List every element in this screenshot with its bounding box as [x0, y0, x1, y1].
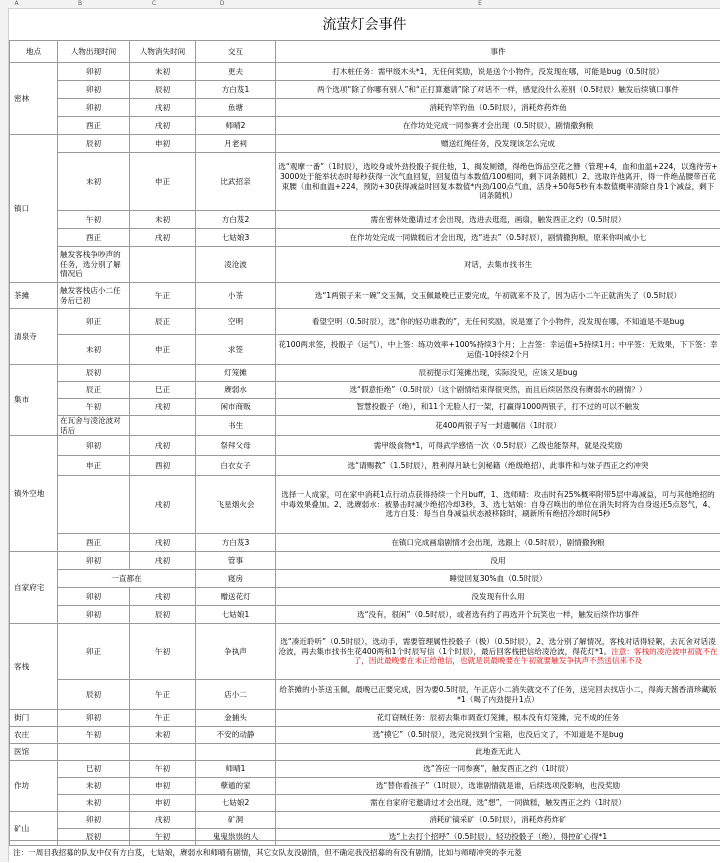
location-cell[interactable]: 作坊 — [10, 761, 58, 812]
column-letter-a[interactable]: A — [8, 0, 25, 8]
interaction-cell[interactable]: 求签 — [196, 335, 276, 365]
event-text: 需在密林处邀请过才会出现，选进去逛逛，画扇，触发酉正之约（0.5时辰） — [370, 215, 625, 224]
table-row — [10, 710, 720, 727]
table-row — [10, 399, 720, 416]
table-row — [10, 680, 720, 710]
header-event[interactable]: 事件 — [276, 41, 720, 63]
event-cell[interactable] — [276, 382, 720, 399]
event-text: 选“假意拒绝”（0.5时辰）（这个剧情结束得很突然，而且后续居然没有赓弱水的剧情？） — [349, 385, 646, 394]
disappear-time-cell[interactable]: 未初 — [130, 727, 196, 744]
appear-time-cell[interactable]: 卯初 — [58, 436, 130, 456]
location-cell[interactable]: 客栈 — [10, 624, 58, 710]
event-cell[interactable] — [276, 680, 720, 710]
appear-time-cell[interactable]: 卯初 — [58, 606, 130, 624]
appear-time-cell[interactable] — [58, 476, 130, 534]
appear-time-cell[interactable]: 卯初 — [58, 99, 130, 117]
table-row — [10, 135, 720, 153]
appear-time-cell[interactable]: 辰正 — [58, 382, 130, 399]
interaction-cell[interactable]: 鬼鬼祟祟的人 — [196, 829, 276, 846]
table-row — [10, 416, 720, 436]
interaction-cell[interactable]: 寝房 — [196, 570, 276, 588]
event-cell[interactable] — [276, 456, 720, 476]
table-row — [10, 727, 720, 744]
event-cell[interactable] — [276, 117, 720, 135]
event-text: 选“1两银子来一碗”交玉佩，交玉佩最晚已正要完成，午初就来不及了，因为店小二午正就消失了（0.5时辰） — [315, 291, 682, 300]
table-row — [10, 117, 720, 135]
disappear-time-cell[interactable]: 未初 — [130, 211, 196, 229]
table-row — [10, 761, 720, 778]
table-row — [10, 624, 720, 680]
disappear-time-cell[interactable]: 戌初 — [130, 476, 196, 534]
disappear-time-cell[interactable]: 申初 — [130, 778, 196, 795]
event-cell[interactable] — [276, 211, 720, 229]
table-row — [10, 588, 720, 606]
event-cell[interactable] — [276, 606, 720, 624]
table-row — [10, 365, 720, 382]
event-cell[interactable] — [276, 624, 720, 680]
event-text: 在作坊处完成一同参赛才会出现（0.5时辰），剧情撒狗粮 — [403, 121, 594, 130]
interaction-cell[interactable]: 七姑娘2 — [196, 795, 276, 812]
table-row — [10, 795, 720, 812]
disappear-time-cell[interactable]: 戌初 — [130, 534, 196, 552]
interaction-cell[interactable]: 闲市商贩 — [196, 399, 276, 416]
appear-time-cell[interactable]: 酉正 — [58, 229, 130, 247]
interaction-cell[interactable]: 店小二 — [196, 680, 276, 710]
appear-time-cell[interactable]: 卯初 — [58, 81, 130, 99]
interaction-cell[interactable]: 白衣女子 — [196, 456, 276, 476]
event-table — [9, 40, 720, 846]
appear-time-cell[interactable]: 卯初 — [58, 710, 130, 727]
table-row — [10, 476, 720, 534]
event-cell[interactable] — [276, 476, 720, 534]
location-cell[interactable]: 镇口 — [10, 135, 58, 283]
interaction-cell[interactable]: 更夫 — [196, 63, 276, 81]
event-text: 选“答应一同参赛”，触发酉正之约（1时辰） — [423, 764, 572, 773]
sheet-title[interactable]: 流萤灯会事件 — [9, 8, 720, 41]
event-cell[interactable] — [276, 247, 720, 283]
appear-time-cell[interactable]: 触发客栈争吵声的任务，选分别了解情况后 — [58, 247, 130, 283]
event-text: 需甲级食物*1，可得武学感悟一次（0.5时辰）乙级也能祭拜，就是没奖励 — [374, 441, 623, 450]
table-row — [10, 456, 720, 476]
event-text: 给茶摊的小茶送玉佩，最晚已正要完成，因为要0.5时辰，午正店小二消失就交不了任务，送完回去找店小二，得海天酱香清珍藏版*1（喝了内劲提升1点） — [279, 685, 716, 704]
interaction-cell[interactable]: 争执声 — [196, 624, 276, 680]
event-text: 睡觉回复30%血（0.5时辰） — [449, 574, 546, 583]
event-cell[interactable] — [276, 534, 720, 552]
event-text: 看望空明（0.5时辰），选“你的轻功谁教的”，无任何奖励，说是塞了个小物件，没发现在哪，不知道是不是bug — [312, 317, 684, 326]
event-cell[interactable] — [276, 153, 720, 211]
disappear-time-cell[interactable]: 申正 — [130, 153, 196, 211]
event-text: 选“凑近聆听”（0.5时辰），选动手，需要管理属性投骰子（极）（0.5时辰），2、选分别了解情况，客栈对话得轻絮，去瓦舍对话凌沧波，再去集市找书生花400两和1个时辰写信（1个时辰），最后回客栈把信给凌沧波，得花灯*1。 — [278, 637, 715, 656]
disappear-time-cell[interactable]: 戌初 — [130, 552, 196, 570]
event-cell[interactable] — [276, 335, 720, 365]
event-cell[interactable] — [276, 588, 720, 606]
event-cell[interactable] — [276, 710, 720, 727]
event-text: 没发现有什么用 — [471, 592, 524, 601]
table-row — [10, 570, 720, 588]
interaction-cell[interactable]: 凌沧波 — [196, 247, 276, 283]
event-text: 需在自家府宅邀请过才会出现，选“想”，一同做糕，触发酉正之约（1时辰） — [370, 798, 626, 807]
appear-time-cell[interactable]: 酉正 — [58, 117, 130, 135]
interaction-cell[interactable]: 空明 — [196, 309, 276, 335]
disappear-time-cell[interactable]: 戌初 — [130, 99, 196, 117]
event-cell[interactable] — [276, 436, 720, 456]
event-text: 消耗矿镐采矿（0.5时辰），消耗炸药炸矿 — [429, 815, 566, 824]
location-cell[interactable]: 矿山 — [10, 812, 58, 846]
event-text: 赠送红绳任务，没发现该怎么完成 — [441, 139, 555, 148]
appear-time-cell[interactable]: 未初 — [58, 778, 130, 795]
table-row — [10, 81, 720, 99]
table-row — [10, 211, 720, 229]
interaction-cell[interactable]: 金捕头 — [196, 710, 276, 727]
event-warning-text: 注意：客栈的凌沧波申初就不在了，因此最晚要在未正给他信，也就是说最晚要在午初就要触发争执声不然送信来不及 — [354, 647, 718, 666]
appear-time-cell[interactable]: 申正 — [58, 456, 130, 476]
table-row — [10, 382, 720, 399]
disappear-time-cell[interactable]: 辰初 — [130, 81, 196, 99]
disappear-time-cell[interactable] — [130, 416, 196, 436]
appear-time-cell[interactable]: 卯初 — [58, 588, 130, 606]
event-cell[interactable] — [276, 727, 720, 744]
location-cell[interactable]: 密林 — [10, 63, 58, 135]
event-cell[interactable] — [276, 744, 720, 761]
appear-time-cell[interactable]: 卯正 — [58, 624, 130, 680]
table-row — [10, 606, 720, 624]
table-row — [10, 99, 720, 117]
disappear-time-cell[interactable]: 辰正 — [130, 309, 196, 335]
appear-time-cell[interactable]: 辰初 — [58, 365, 130, 382]
disappear-time-cell[interactable]: 申初 — [130, 795, 196, 812]
column-letter-d[interactable]: D — [212, 0, 232, 8]
table-row — [10, 229, 720, 247]
disappear-time-cell[interactable]: 戌初 — [130, 399, 196, 416]
header-location[interactable]: 地点 — [10, 41, 58, 63]
event-cell[interactable] — [276, 309, 720, 335]
event-text: 选“请赐教”（1.5时辰），胜利得月缺七剑秘籍（绝级绝招），此事件和与妹子西正之约冲突 — [348, 461, 649, 470]
interaction-cell[interactable]: 飞星烟火会 — [196, 476, 276, 534]
interaction-cell[interactable]: 七姑娘3 — [196, 229, 276, 247]
disappear-time-cell[interactable]: 未初 — [130, 63, 196, 81]
disappear-time-cell[interactable]: 戌初 — [130, 436, 196, 456]
interaction-cell[interactable]: 小茶 — [196, 283, 276, 309]
disappear-time-cell[interactable]: 巳正 — [130, 382, 196, 399]
appear-time-cell[interactable]: 一直都在 — [58, 570, 196, 588]
appear-time-cell[interactable]: 卯初 — [58, 812, 130, 829]
disappear-time-cell[interactable]: 午初 — [130, 624, 196, 680]
event-cell[interactable] — [276, 416, 720, 436]
appear-time-cell[interactable]: 午初 — [58, 727, 130, 744]
appear-time-cell[interactable]: 辰初 — [58, 829, 130, 846]
disappear-time-cell[interactable]: 午初 — [130, 829, 196, 846]
table-row — [10, 309, 720, 335]
event-text: 花400两银子写一封遗嘱信（1时辰） — [435, 421, 561, 430]
header-row — [10, 41, 720, 63]
disappear-time-cell[interactable]: 午正 — [130, 710, 196, 727]
disappear-time-cell[interactable]: 午正 — [130, 680, 196, 710]
header-interaction[interactable]: 交互 — [196, 41, 276, 63]
appear-time-cell[interactable] — [58, 744, 130, 761]
disappear-time-cell[interactable]: 申正 — [130, 335, 196, 365]
location-cell[interactable]: 集市 — [10, 365, 58, 436]
table-row — [10, 552, 720, 570]
interaction-cell[interactable]: 赠送花灯 — [196, 588, 276, 606]
location-cell[interactable]: 农庄 — [10, 727, 58, 744]
column-letter-e[interactable]: E — [470, 0, 490, 8]
disappear-time-cell[interactable]: 戌初 — [130, 117, 196, 135]
disappear-time-cell[interactable]: 戌初 — [130, 588, 196, 606]
table-row — [10, 153, 720, 211]
appear-time-cell[interactable]: 触发客栈店小二任务后已初 — [58, 283, 130, 309]
table-row — [10, 436, 720, 456]
event-text: 此地查无此人 — [475, 747, 521, 756]
event-cell[interactable] — [276, 761, 720, 778]
interaction-cell[interactable]: 祭拜父母 — [196, 436, 276, 456]
interaction-cell[interactable]: 七姑娘1 — [196, 606, 276, 624]
disappear-time-cell[interactable] — [130, 247, 196, 283]
appear-time-cell[interactable]: 午初 — [58, 399, 130, 416]
event-text: 辰初提示灯笼摊出现，实际没见，应该又是bug — [419, 368, 578, 377]
table-row — [10, 744, 720, 761]
disappear-time-cell[interactable]: 酉初 — [130, 456, 196, 476]
appear-time-cell[interactable]: 未初 — [58, 153, 130, 211]
interaction-cell[interactable]: 孽遁的家 — [196, 778, 276, 795]
event-cell[interactable] — [276, 81, 720, 99]
event-text: 选“摸它”（0.5时辰），选完说找到个宝箱，也没后文了，不知道是不是bug — [373, 730, 624, 739]
appear-time-cell[interactable]: 卯初 — [58, 63, 130, 81]
interaction-cell[interactable]: 方白芨3 — [196, 534, 276, 552]
appear-time-cell[interactable]: 在瓦舍与凌沧波对话后 — [58, 416, 130, 436]
event-cell[interactable] — [276, 399, 720, 416]
event-text: 对话，去集市找书生 — [464, 260, 532, 269]
appear-time-cell[interactable]: 巳初 — [58, 761, 130, 778]
location-cell[interactable]: 街门 — [10, 710, 58, 727]
table-row — [10, 778, 720, 795]
interaction-cell[interactable]: 方白芨2 — [196, 211, 276, 229]
interaction-cell[interactable]: 书生 — [196, 416, 276, 436]
event-cell[interactable] — [276, 99, 720, 117]
interaction-cell[interactable]: 鱼塘 — [196, 99, 276, 117]
event-text: 花灯窃贼任务：辰初去集市调查灯笼摊，根本没有灯笼摊，完不成的任务 — [377, 713, 620, 722]
appear-time-cell[interactable]: 午初 — [58, 211, 130, 229]
disappear-time-cell[interactable]: 戌初 — [130, 812, 196, 829]
event-text: 在镇口完成画扇剧情才会出现，选跟上（0.5时辰），剧情撒狗粮 — [391, 538, 604, 547]
event-cell[interactable] — [276, 135, 720, 153]
appear-time-cell[interactable]: 卯初 — [58, 552, 130, 570]
disappear-time-cell[interactable] — [130, 744, 196, 761]
interaction-cell[interactable]: 不安的动静 — [196, 727, 276, 744]
interaction-cell[interactable] — [196, 744, 276, 761]
interaction-cell[interactable]: 赓弱水 — [196, 382, 276, 399]
footer-note[interactable]: 注：一周目我招募的队友中仅有方白芨，七姑娘，赓弱水和师晴有剧情，其它女队友没剧情，但不确定我没招募的有没有剧情，比如与师晴冲突的李元菱 — [9, 840, 720, 863]
appear-time-cell[interactable]: 未初 — [58, 335, 130, 365]
appear-time-cell[interactable]: 辰初 — [58, 680, 130, 710]
event-text: 花100两求签，投骰子（运气），中上签：练功效率+100%持续3个月；上吉签：幸运值+5持续1月；中平签：无效果，下下签：幸运值-10持续2个月 — [278, 340, 717, 359]
event-cell[interactable] — [276, 778, 720, 795]
location-cell[interactable]: 清泉寺 — [10, 309, 58, 365]
column-letter-b[interactable]: B — [70, 0, 90, 8]
event-cell[interactable] — [276, 63, 720, 81]
location-cell[interactable]: 自家府宅 — [10, 552, 58, 624]
table-row — [10, 247, 720, 283]
event-text: 没用 — [490, 556, 505, 565]
event-text: 选“观摩一番”（1时辰），选咬身或外劲投骰子捉住他，1、揭发厕镖，得绝色饰品空花之簪（管理+4，血和血温+224，以逸待劳+3000处于能举状态时每秒获得一次气血回复，回复值与本数值/100相同，剩下词条随机）2、选取许他离开，得一件绝品腰带百花束腰（血和血温+224，预防+30获得减益时回复本数值*内劲/100点气血，活身+50每5秒有本数值概率清除自身1个减益，剩下词条随机） — [278, 162, 717, 200]
location-cell[interactable]: 医馆 — [10, 744, 58, 761]
appear-time-cell[interactable]: 辰初 — [58, 135, 130, 153]
appear-time-cell[interactable]: 未初 — [58, 795, 130, 812]
appear-time-cell[interactable]: 酉正 — [58, 534, 130, 552]
event-cell[interactable] — [276, 283, 720, 309]
table-row — [10, 812, 720, 829]
event-text: 智慧投骰子（绝），和11个无脸人打一架，打赢得1000两银子，打不过的可以不触发 — [356, 402, 639, 411]
interaction-cell[interactable]: 师晴1 — [196, 761, 276, 778]
disappear-time-cell[interactable]: 辰初 — [130, 606, 196, 624]
table-row — [10, 63, 720, 81]
interaction-cell[interactable]: 月老祠 — [196, 135, 276, 153]
event-text: 选“上去打个招呼”（0.5时辰），轻功投骰子（绝），得控矿心得*1 — [389, 832, 607, 841]
row-number-gutter[interactable] — [0, 8, 9, 862]
location-cell[interactable]: 镇外空地 — [10, 436, 58, 552]
event-text: 打木桩任务：需甲级木头*1，无任何奖励，说是送个小物件，没发现在哪，可能是bug（0.5时辰） — [332, 67, 663, 76]
interaction-cell[interactable]: 管事 — [196, 552, 276, 570]
location-cell[interactable]: 茶摊 — [10, 283, 58, 309]
event-text: 在作坊处完成一同做糕后才会出现，选“进去”（0.5时辰），剧情撒狗粮，原来你叫威小七 — [349, 233, 646, 242]
table-row — [10, 335, 720, 365]
interaction-cell[interactable]: 师晴2 — [196, 117, 276, 135]
disappear-time-cell[interactable] — [130, 365, 196, 382]
event-text: 两个选项“除了你哪有别人”和“正打算邀请”除了对话不一样，感觉没什么差别（0.5时辰）触发后续镇口事件 — [317, 85, 679, 94]
event-cell[interactable] — [276, 795, 720, 812]
disappear-time-cell[interactable]: 申初 — [130, 135, 196, 153]
disappear-time-cell[interactable]: 戌初 — [130, 229, 196, 247]
event-cell[interactable] — [276, 812, 720, 829]
interaction-cell[interactable]: 方白芨1 — [196, 81, 276, 99]
event-text: 消耗钓竿钓鱼（0.5时辰），消耗炸药炸鱼 — [429, 103, 566, 112]
interaction-cell[interactable]: 灯笼摊 — [196, 365, 276, 382]
interaction-cell[interactable]: 比武招亲 — [196, 153, 276, 211]
appear-time-cell[interactable]: 卯正 — [58, 309, 130, 335]
event-text: 选“替你看孩子”（1时辰），选谁剧情就是谁，后续选项没影响，也没奖励 — [376, 781, 620, 790]
event-cell[interactable] — [276, 365, 720, 382]
header-disappear-time[interactable]: 人物消失时间 — [130, 41, 196, 63]
event-text: 选“没有，很闲”（0.5时辰），或者选有约了再选开个玩笑也一样，触发后续作坊事件 — [357, 610, 639, 619]
table-row — [10, 534, 720, 552]
event-text: 选择一人成家，可在家中消耗1点行动点获得持续一个月buff，1、选师晴：攻击时有25%概率附带5层中毒减益，可与其他绝招的中毒效果叠加。2、选赓弱水：被暴击时减少绝招冷却3秒，3、选七姑娘：自身召唤出的单位在消失时将为自身返还5点怒气，4、选方白芨：每当自身减益状态被移除时，刷新所有绝招冷却时间5秒 — [281, 490, 715, 518]
disappear-time-cell[interactable]: 午初 — [130, 761, 196, 778]
disappear-time-cell[interactable]: 午正 — [130, 283, 196, 309]
interaction-cell[interactable]: 矿洞 — [196, 812, 276, 829]
header-appear-time[interactable]: 人物出现时间 — [58, 41, 130, 63]
event-cell[interactable] — [276, 570, 720, 588]
column-letter-c[interactable]: C — [144, 0, 164, 8]
table-row — [10, 283, 720, 309]
event-cell[interactable] — [276, 552, 720, 570]
event-cell[interactable] — [276, 229, 720, 247]
